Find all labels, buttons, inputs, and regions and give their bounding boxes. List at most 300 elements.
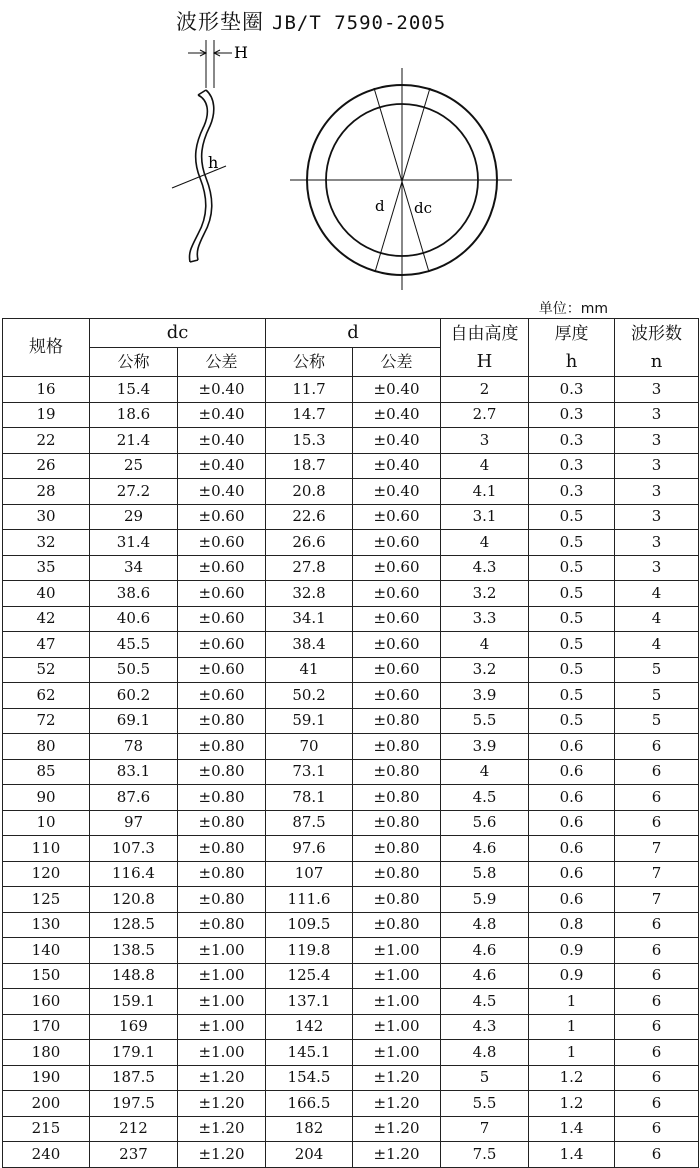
cell-wave-count: 7 [615,861,699,887]
cell-free-height: 3.9 [441,683,529,709]
cell-d-tolerance: ±0.80 [353,810,441,836]
cell-d-nominal: 50.2 [266,683,353,709]
cell-wave-count: 7 [615,836,699,862]
unit-label: 单位：mm [538,301,608,317]
cell-spec: 215 [3,1116,90,1142]
cell-spec: 47 [3,632,90,658]
cell-dc-nominal: 138.5 [90,938,178,964]
table-row [3,836,699,862]
cell-dc-tolerance: ±0.60 [178,530,266,556]
cell-spec: 30 [3,504,90,530]
table-row [3,581,699,607]
cell-d-tolerance: ±0.80 [353,912,441,938]
cell-thickness: 0.3 [529,479,615,505]
cell-spec: 52 [3,657,90,683]
header-wave-count [615,319,699,377]
cell-dc-nominal: 38.6 [90,581,178,607]
table-row [3,785,699,811]
header-spec: 规格 [3,319,90,377]
cell-d-tolerance: ±0.80 [353,708,441,734]
front-view [290,68,512,290]
cell-d-nominal: 137.1 [266,989,353,1015]
cell-d-tolerance: ±0.60 [353,632,441,658]
cell-thickness: 0.8 [529,912,615,938]
header-dc-tolerance: 公差 [178,348,266,377]
table-body [3,377,699,1168]
cell-free-height: 5.5 [441,708,529,734]
cell-d-tolerance: ±1.20 [353,1142,441,1168]
cell-spec: 28 [3,479,90,505]
cell-thickness: 0.6 [529,887,615,913]
cell-free-height: 3 [441,428,529,454]
cell-thickness: 0.9 [529,938,615,964]
cell-free-height: 4 [441,759,529,785]
cell-d-tolerance: ±0.40 [353,402,441,428]
cell-d-tolerance: ±0.40 [353,479,441,505]
cell-spec: 26 [3,453,90,479]
cell-thickness: 0.5 [529,657,615,683]
cell-dc-tolerance: ±0.60 [178,504,266,530]
header-thickness-label: 厚度 [554,323,589,344]
standard-code: JB/T 7590-2005 [272,12,447,34]
cell-spec: 190 [3,1065,90,1091]
table-row [3,912,699,938]
label-h: h [208,153,219,172]
cell-d-nominal: 14.7 [266,402,353,428]
cell-free-height: 4.3 [441,555,529,581]
cell-free-height: 4.8 [441,912,529,938]
cell-free-height: 4.8 [441,1040,529,1066]
cell-dc-tolerance: ±1.20 [178,1142,266,1168]
cell-d-tolerance: ±1.00 [353,963,441,989]
cell-d-tolerance: ±0.60 [353,530,441,556]
cell-wave-count: 3 [615,402,699,428]
cell-d-nominal: 38.4 [266,632,353,658]
cell-dc-tolerance: ±0.40 [178,453,266,479]
cell-spec: 10 [3,810,90,836]
cell-d-nominal: 15.3 [266,428,353,454]
cell-thickness: 0.3 [529,453,615,479]
cell-spec: 32 [3,530,90,556]
cell-dc-nominal: 27.2 [90,479,178,505]
cell-thickness: 0.6 [529,836,615,862]
cell-wave-count: 6 [615,938,699,964]
header-thickness-symbol: h [565,350,578,372]
table-row [3,1116,699,1142]
cell-dc-nominal: 148.8 [90,963,178,989]
cell-dc-nominal: 116.4 [90,861,178,887]
cell-d-nominal: 20.8 [266,479,353,505]
header-d-nominal: 公称 [266,348,353,377]
cell-dc-tolerance: ±0.40 [178,402,266,428]
cell-d-nominal: 87.5 [266,810,353,836]
cell-d-nominal: 142 [266,1014,353,1040]
cell-d-nominal: 125.4 [266,963,353,989]
cell-wave-count: 3 [615,530,699,556]
cell-dc-tolerance: ±0.80 [178,708,266,734]
cell-wave-count: 4 [615,606,699,632]
cell-dc-nominal: 40.6 [90,606,178,632]
cell-spec: 40 [3,581,90,607]
cell-thickness: 0.9 [529,963,615,989]
cell-dc-nominal: 31.4 [90,530,178,556]
cell-free-height: 4.5 [441,785,529,811]
table-row [3,479,699,505]
cell-d-nominal: 11.7 [266,377,353,403]
table-row [3,989,699,1015]
cell-free-height: 7 [441,1116,529,1142]
cell-thickness: 1.4 [529,1116,615,1142]
cell-free-height: 5 [441,1065,529,1091]
cell-wave-count: 3 [615,377,699,403]
cell-wave-count: 3 [615,479,699,505]
cell-free-height: 3.2 [441,657,529,683]
cell-spec: 200 [3,1091,90,1117]
cell-thickness: 0.5 [529,708,615,734]
cell-dc-nominal: 83.1 [90,759,178,785]
cell-free-height: 5.5 [441,1091,529,1117]
cell-d-tolerance: ±0.60 [353,657,441,683]
cell-thickness: 1.4 [529,1142,615,1168]
cell-d-tolerance: ±1.20 [353,1065,441,1091]
cell-thickness: 0.3 [529,428,615,454]
label-d: d [375,197,385,215]
cell-wave-count: 4 [615,632,699,658]
label-H: H [234,43,248,62]
cell-thickness: 0.3 [529,377,615,403]
cell-free-height: 4 [441,453,529,479]
cell-dc-tolerance: ±0.80 [178,912,266,938]
cell-thickness: 0.5 [529,606,615,632]
cell-wave-count: 6 [615,912,699,938]
cell-free-height: 4.3 [441,1014,529,1040]
header-d-tolerance: 公差 [353,348,441,377]
cell-spec: 72 [3,708,90,734]
cell-dc-tolerance: ±1.20 [178,1091,266,1117]
cell-spec: 125 [3,887,90,913]
cell-spec: 180 [3,1040,90,1066]
cell-free-height: 3.3 [441,606,529,632]
cell-wave-count: 6 [615,963,699,989]
cell-d-nominal: 78.1 [266,785,353,811]
cell-free-height: 4.6 [441,963,529,989]
cell-dc-nominal: 128.5 [90,912,178,938]
cell-d-nominal: 32.8 [266,581,353,607]
cell-thickness: 0.5 [529,632,615,658]
side-view [172,40,232,262]
cell-wave-count: 5 [615,708,699,734]
label-dc: dc [414,199,433,217]
cell-dc-nominal: 69.1 [90,708,178,734]
cell-dc-tolerance: ±1.00 [178,1040,266,1066]
cell-dc-tolerance: ±0.60 [178,581,266,607]
cell-thickness: 0.5 [529,504,615,530]
cell-wave-count: 6 [615,1116,699,1142]
table-row [3,1014,699,1040]
cell-free-height: 3.2 [441,581,529,607]
cell-thickness: 0.5 [529,683,615,709]
header-dc-nominal: 公称 [90,348,178,377]
cell-spec: 240 [3,1142,90,1168]
cell-dc-nominal: 197.5 [90,1091,178,1117]
cell-free-height: 4 [441,530,529,556]
table-row [3,530,699,556]
spec-table [2,318,699,1168]
table-row [3,1142,699,1168]
cell-d-tolerance: ±1.00 [353,989,441,1015]
cell-d-nominal: 18.7 [266,453,353,479]
cell-dc-tolerance: ±0.80 [178,861,266,887]
cell-free-height: 5.9 [441,887,529,913]
cell-dc-nominal: 107.3 [90,836,178,862]
cell-dc-nominal: 78 [90,734,178,760]
cell-dc-nominal: 18.6 [90,402,178,428]
cell-wave-count: 6 [615,734,699,760]
cell-d-tolerance: ±1.00 [353,1040,441,1066]
cell-wave-count: 6 [615,1040,699,1066]
cell-d-nominal: 73.1 [266,759,353,785]
cell-spec: 85 [3,759,90,785]
table-row [3,555,699,581]
table-row [3,606,699,632]
cell-dc-nominal: 29 [90,504,178,530]
cell-thickness: 0.6 [529,734,615,760]
cell-d-nominal: 109.5 [266,912,353,938]
cell-d-tolerance: ±0.40 [353,453,441,479]
cell-wave-count: 3 [615,504,699,530]
cell-d-tolerance: ±0.80 [353,861,441,887]
cell-wave-count: 6 [615,1091,699,1117]
cell-dc-tolerance: ±1.00 [178,1014,266,1040]
header-thickness [529,319,615,377]
header-free-height [441,319,529,377]
cell-thickness: 1 [529,1014,615,1040]
cell-wave-count: 6 [615,1142,699,1168]
cell-dc-nominal: 34 [90,555,178,581]
cell-d-tolerance: ±1.00 [353,1014,441,1040]
cell-free-height: 3.1 [441,504,529,530]
cell-spec: 120 [3,861,90,887]
cell-d-nominal: 166.5 [266,1091,353,1117]
cell-dc-tolerance: ±1.00 [178,963,266,989]
cell-thickness: 0.5 [529,555,615,581]
cell-dc-tolerance: ±1.20 [178,1116,266,1142]
cell-spec: 42 [3,606,90,632]
cell-d-nominal: 70 [266,734,353,760]
cell-dc-tolerance: ±0.40 [178,377,266,403]
cell-dc-tolerance: ±0.60 [178,683,266,709]
cell-d-nominal: 26.6 [266,530,353,556]
cell-thickness: 0.3 [529,402,615,428]
cell-dc-nominal: 237 [90,1142,178,1168]
table-row [3,632,699,658]
header-wave-count-symbol: n [650,350,663,372]
cell-wave-count: 6 [615,810,699,836]
cell-free-height: 4 [441,632,529,658]
cell-thickness: 0.6 [529,785,615,811]
table-row [3,402,699,428]
table-row [3,759,699,785]
cell-d-nominal: 97.6 [266,836,353,862]
cell-dc-tolerance: ±1.20 [178,1065,266,1091]
cell-spec: 62 [3,683,90,709]
cell-thickness: 1.2 [529,1065,615,1091]
cell-thickness: 0.5 [529,530,615,556]
cell-dc-nominal: 45.5 [90,632,178,658]
cell-spec: 90 [3,785,90,811]
cell-free-height: 2 [441,377,529,403]
washer-drawing [0,0,700,310]
cell-d-tolerance: ±0.80 [353,836,441,862]
cell-dc-tolerance: ±0.80 [178,734,266,760]
cell-d-tolerance: ±0.40 [353,428,441,454]
cell-d-tolerance: ±0.60 [353,555,441,581]
cell-d-tolerance: ±1.20 [353,1091,441,1117]
cell-free-height: 5.8 [441,861,529,887]
cell-spec: 170 [3,1014,90,1040]
cell-spec: 150 [3,963,90,989]
cell-spec: 140 [3,938,90,964]
cell-free-height: 4.1 [441,479,529,505]
table-row [3,504,699,530]
cell-thickness: 0.6 [529,861,615,887]
cell-free-height: 5.6 [441,810,529,836]
cell-free-height: 3.9 [441,734,529,760]
cell-d-tolerance: ±0.40 [353,377,441,403]
cell-wave-count: 4 [615,581,699,607]
cell-d-nominal: 145.1 [266,1040,353,1066]
cell-wave-count: 6 [615,785,699,811]
cell-dc-tolerance: ±0.40 [178,479,266,505]
cell-free-height: 2.7 [441,402,529,428]
cell-dc-nominal: 212 [90,1116,178,1142]
title-text: 波形垫圈 [176,10,264,34]
cell-free-height: 4.6 [441,938,529,964]
table-row [3,657,699,683]
cell-dc-tolerance: ±0.80 [178,836,266,862]
header-wave-count-label: 波形数 [631,323,683,344]
cell-d-nominal: 27.8 [266,555,353,581]
cell-dc-tolerance: ±0.80 [178,785,266,811]
cell-thickness: 1 [529,1040,615,1066]
cell-d-tolerance: ±0.60 [353,581,441,607]
header-free-height-label: 自由高度 [450,323,519,344]
cell-dc-nominal: 25 [90,453,178,479]
cell-d-tolerance: ±1.20 [353,1116,441,1142]
cell-free-height: 7.5 [441,1142,529,1168]
cell-dc-tolerance: ±0.60 [178,657,266,683]
cell-free-height: 4.6 [441,836,529,862]
cell-spec: 19 [3,402,90,428]
cell-wave-count: 5 [615,683,699,709]
cell-spec: 35 [3,555,90,581]
cell-thickness: 0.6 [529,759,615,785]
cell-thickness: 0.6 [529,810,615,836]
cell-d-tolerance: ±0.60 [353,683,441,709]
table-row [3,377,699,403]
table-row [3,734,699,760]
table-row [3,683,699,709]
cell-dc-nominal: 15.4 [90,377,178,403]
cell-wave-count: 6 [615,1065,699,1091]
cell-thickness: 0.5 [529,581,615,607]
cell-d-nominal: 154.5 [266,1065,353,1091]
cell-dc-tolerance: ±1.00 [178,989,266,1015]
cell-d-tolerance: ±0.60 [353,504,441,530]
table-row [3,861,699,887]
cell-dc-nominal: 50.5 [90,657,178,683]
cell-wave-count: 3 [615,555,699,581]
cell-d-nominal: 119.8 [266,938,353,964]
cell-dc-nominal: 120.8 [90,887,178,913]
table-row [3,1091,699,1117]
table-row [3,453,699,479]
cell-spec: 130 [3,912,90,938]
cell-dc-nominal: 21.4 [90,428,178,454]
cell-wave-count: 6 [615,989,699,1015]
cell-dc-tolerance: ±0.60 [178,606,266,632]
cell-d-tolerance: ±0.80 [353,887,441,913]
table-row [3,1040,699,1066]
cell-dc-tolerance: ±0.60 [178,555,266,581]
cell-spec: 22 [3,428,90,454]
table-row [3,708,699,734]
cell-dc-nominal: 179.1 [90,1040,178,1066]
cell-d-nominal: 107 [266,861,353,887]
cell-d-nominal: 22.6 [266,504,353,530]
table-row [3,810,699,836]
cell-dc-tolerance: ±0.80 [178,759,266,785]
header-d: d [266,319,441,348]
table-row [3,428,699,454]
cell-spec: 80 [3,734,90,760]
cell-d-tolerance: ±0.80 [353,734,441,760]
cell-d-tolerance: ±0.80 [353,759,441,785]
cell-dc-nominal: 187.5 [90,1065,178,1091]
cell-dc-nominal: 87.6 [90,785,178,811]
cell-dc-nominal: 60.2 [90,683,178,709]
cell-wave-count: 3 [615,428,699,454]
cell-d-nominal: 34.1 [266,606,353,632]
cell-d-tolerance: ±0.80 [353,785,441,811]
cell-dc-tolerance: ±0.80 [178,887,266,913]
cell-wave-count: 6 [615,1014,699,1040]
cell-d-nominal: 204 [266,1142,353,1168]
cell-d-nominal: 111.6 [266,887,353,913]
cell-spec: 16 [3,377,90,403]
cell-dc-nominal: 159.1 [90,989,178,1015]
cell-dc-nominal: 169 [90,1014,178,1040]
cell-d-tolerance: ±1.00 [353,938,441,964]
cell-d-nominal: 182 [266,1116,353,1142]
cell-d-nominal: 41 [266,657,353,683]
cell-thickness: 1.2 [529,1091,615,1117]
cell-wave-count: 7 [615,887,699,913]
table-row [3,887,699,913]
cell-d-nominal: 59.1 [266,708,353,734]
cell-wave-count: 3 [615,453,699,479]
table-row [3,938,699,964]
cell-spec: 160 [3,989,90,1015]
cell-d-tolerance: ±0.60 [353,606,441,632]
table-row [3,1065,699,1091]
cell-wave-count: 6 [615,759,699,785]
cell-spec: 110 [3,836,90,862]
cell-free-height: 4.5 [441,989,529,1015]
cell-dc-tolerance: ±0.60 [178,632,266,658]
cell-dc-tolerance: ±0.40 [178,428,266,454]
cell-dc-tolerance: ±0.80 [178,810,266,836]
